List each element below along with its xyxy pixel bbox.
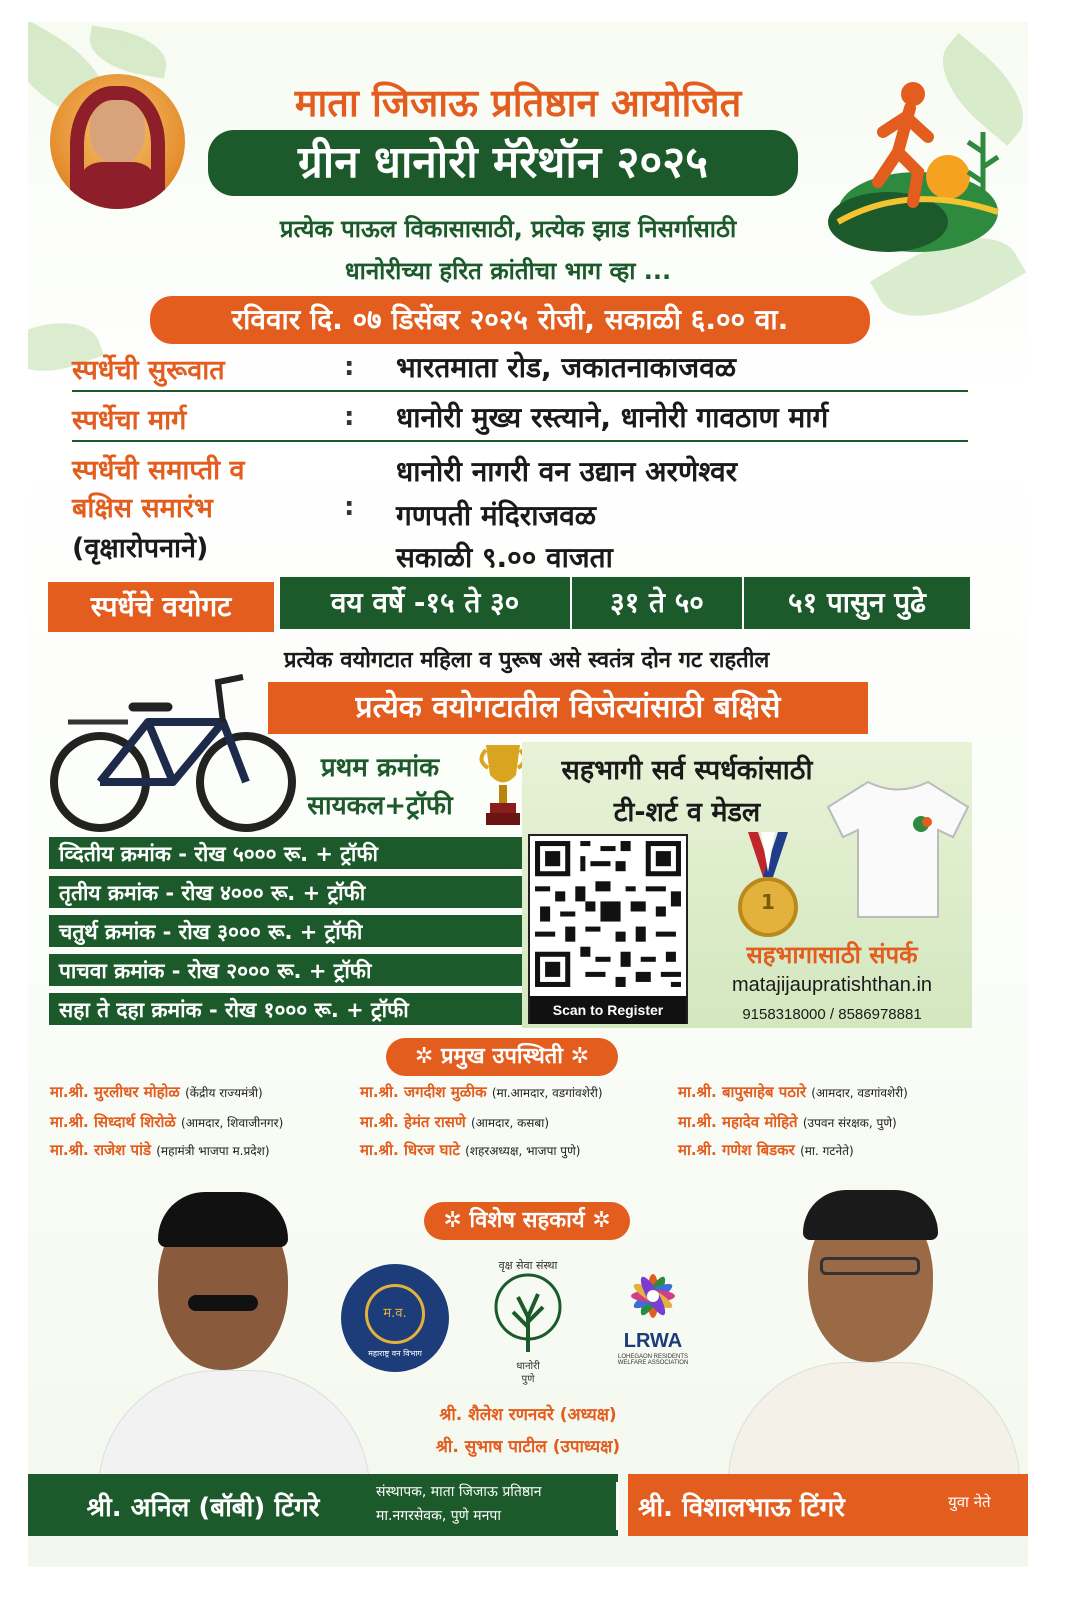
first-prize-line-2: सायकल+ट्रॉफी <box>307 791 453 821</box>
age-group-note: प्रत्येक वयोगटात महिला व पुरूष असे स्वतंत्र दोन गट राहतील <box>284 648 770 673</box>
prize-banner: प्रत्येक वयोगटातील विजेत्यांसाठी बक्षिसे <box>268 682 868 734</box>
runner-logo-icon <box>818 72 1008 262</box>
guest-role: (मा. गटनेते) <box>800 1144 854 1158</box>
vishal-tingre-role: युवा नेते <box>948 1493 991 1511</box>
tagline-1: प्रत्येक पाऊल विकासासाठी, प्रत्येक झाड निसर्गासाठी <box>279 215 737 243</box>
prize-row: पाचवा क्रमांक - रोख २००० रू. + ट्रॉफी <box>48 953 540 987</box>
first-prize-line-1: प्रथम क्रमांक <box>320 753 440 783</box>
forest-dept-label: महाराष्ट्र वन विभाग <box>368 1349 422 1358</box>
office-bearer-2: श्री. सुभाष पाटील (उपाध्यक्ष) <box>435 1437 621 1457</box>
guest-name: मा.श्री. सिध्दार्थ शिरोळे <box>50 1113 176 1131</box>
qr-code-frame[interactable] <box>528 834 688 1024</box>
prize-row: चतुर्थ क्रमांक - रोख ३००० रू. + ट्रॉफी <box>48 914 540 948</box>
event-title: ग्रीन धानोरी मॅरेथॉन २०२५ <box>208 130 798 196</box>
guest-role: (आमदार, वडगांवशेरी) <box>811 1086 908 1100</box>
guest-role: (महामंत्री भाजपा म.प्रदेश) <box>156 1144 270 1158</box>
tagline-2: धानोरीच्या हरित क्रांतीचा भाग व्हा ... <box>344 257 672 285</box>
guests-title: ✲ प्रमुख उपस्थिती ✲ <box>386 1038 618 1076</box>
vruksha-seva-name: वृक्ष सेवा संस्था <box>498 1259 558 1272</box>
guest-name: मा.श्री. बापुसाहेब पठारे <box>678 1083 806 1101</box>
guest-name: मा.श्री. गणेश बिडकर <box>678 1141 795 1159</box>
guest-entry <box>678 1140 854 1160</box>
prize-row: सहा ते दहा क्रमांक - रोख १००० रू. + ट्रॉफी <box>48 992 540 1026</box>
guest-role: (आमदार, शिवाजीनगर) <box>181 1116 284 1130</box>
guest-name: मा.श्री. धिरज घाटे <box>360 1141 460 1159</box>
anil-tingre-role-1: संस्थापक, माता जिजाऊ प्रतिष्ठान <box>376 1484 542 1500</box>
lrwa-logo <box>598 1266 708 1386</box>
anil-tingre-name: श्री. अनिल (बॉबी) टिंगरे <box>86 1493 320 1523</box>
age-group-label: स्पर्धेचे वयोगट <box>48 582 274 632</box>
forest-dept-emblem: म.व. <box>365 1284 425 1344</box>
trophy-icon <box>478 740 528 830</box>
guest-entry <box>360 1082 603 1102</box>
guest-entry <box>50 1112 283 1132</box>
finish-value-3: सकाळी ९.०० वाजता <box>396 541 613 574</box>
guest-entry <box>50 1140 270 1160</box>
lrwa-title: LRWA <box>623 1330 683 1352</box>
guest-role: (आमदार, कसबा) <box>470 1116 550 1130</box>
start-label: स्पर्धेची सुरूवात <box>72 355 225 386</box>
anil-tingre-photo <box>28 1170 368 1480</box>
finish-value-2: गणपती मंदिराजवळ <box>396 499 597 532</box>
finish-label-1: स्पर्धेची समाप्ती व <box>72 455 245 486</box>
footer-divider <box>616 1482 619 1530</box>
qr-code-icon[interactable] <box>530 836 686 992</box>
participants-line-2: टी-शर्ट व मेडल <box>613 797 761 828</box>
anil-tingre-role-2: मा.नगरसेवक, पुणे मनपा <box>376 1508 501 1524</box>
office-bearer-1: श्री. शैलेश रणनवरे (अध्यक्ष) <box>439 1405 617 1425</box>
age-group-bar <box>280 577 970 629</box>
guest-name: मा.श्री. महादेव मोहिते <box>678 1113 798 1131</box>
guest-entry <box>678 1082 908 1102</box>
date-banner: रविवार दि. ०७ डिसेंबर २०२५ रोजी, सकाळी ६.०० वा. <box>150 296 870 344</box>
divider <box>72 440 968 442</box>
medal-number: 1 <box>761 890 775 914</box>
vruksha-seva-city: पुणे <box>521 1374 535 1385</box>
route-label: स्पर्धेचा मार्ग <box>72 405 187 436</box>
bicycle-icon <box>48 652 298 842</box>
leaf-decoration <box>85 25 171 78</box>
age-group-1: वय वर्षे -१५ ते ३० <box>280 577 572 629</box>
guest-role: (मा.आमदार, वडगांवशेरी) <box>491 1086 603 1100</box>
start-colon: : <box>344 352 355 382</box>
finish-value-1: धानोरी नागरी वन उद्यान अरणेश्वर <box>396 455 738 488</box>
guest-name: मा.श्री. हेमंत रासणे <box>360 1113 466 1131</box>
tshirt-icon <box>823 772 973 922</box>
guest-entry <box>360 1112 549 1132</box>
poster <box>28 22 1028 1567</box>
forest-dept-logo <box>341 1264 449 1372</box>
start-value: भारतमाता रोड, जकातनाकाजवळ <box>396 351 737 384</box>
guest-role: (शहरअध्यक्ष, भाजपा पुणे) <box>465 1144 581 1158</box>
finish-label-3: (वृक्षारोपनाने) <box>72 533 209 564</box>
organizer-title: माता जिजाऊ प्रतिष्ठान आयोजित <box>294 81 742 125</box>
contact-website[interactable]: matajijaupratishthan.in <box>731 974 933 996</box>
vishal-tingre-name: श्री. विशालभाऊ टिंगरे <box>638 1493 845 1523</box>
guest-name: मा.श्री. मुरलीधर मोहोळ <box>50 1083 180 1101</box>
flower-icon <box>623 1266 683 1326</box>
divider <box>72 390 968 392</box>
cooperation-title: ✲ विशेष सहकार्य ✲ <box>424 1202 630 1240</box>
route-value: धानोरी मुख्य रस्त्याने, धानोरी गावठाण मार्ग <box>396 401 829 434</box>
vishal-tingre-photo <box>718 1172 1028 1482</box>
finish-colon: : <box>344 492 355 522</box>
qr-caption: Scan to Register <box>530 996 686 1024</box>
guest-name: मा.श्री. राजेश पांडे <box>50 1141 151 1159</box>
age-group-3: ५१ पासुन पुढे <box>788 586 926 619</box>
finish-label-2: बक्षिस समारंभ <box>72 493 213 524</box>
guest-role: (केंद्रीय राज्यमंत्री) <box>185 1086 263 1100</box>
participants-line-1: सहभागी सर्व स्पर्धकांसाठी <box>561 755 813 786</box>
medal-icon <box>733 832 803 942</box>
route-colon: : <box>344 402 355 432</box>
tree-icon <box>488 1272 568 1357</box>
guest-name: मा.श्री. जगदीश मुळीक <box>360 1083 487 1101</box>
contact-title: सहभागासाठी संपर्क <box>746 941 918 969</box>
lrwa-subtitle: LOHEGAON RESIDENTS WELFARE ASSOCIATION <box>617 1354 689 1366</box>
contact-phones[interactable]: 9158318000 / 8586978881 <box>742 1006 922 1023</box>
prize-row: व्दितीय क्रमांक - रोख ५००० रू. + ट्रॉफी <box>48 836 540 870</box>
guest-entry <box>50 1082 263 1102</box>
guest-role: (उपवन संरक्षक, पुणे) <box>802 1116 897 1130</box>
guest-entry <box>360 1140 580 1160</box>
age-group-2: ३१ ते ५० <box>572 577 744 629</box>
prize-row: तृतीय क्रमांक - रोख ४००० रू. + ट्रॉफी <box>48 875 540 909</box>
jijau-portrait <box>50 74 185 209</box>
guest-entry <box>678 1112 897 1132</box>
vruksha-seva-logo <box>478 1258 578 1388</box>
vruksha-seva-place: धानोरी <box>516 1361 540 1372</box>
